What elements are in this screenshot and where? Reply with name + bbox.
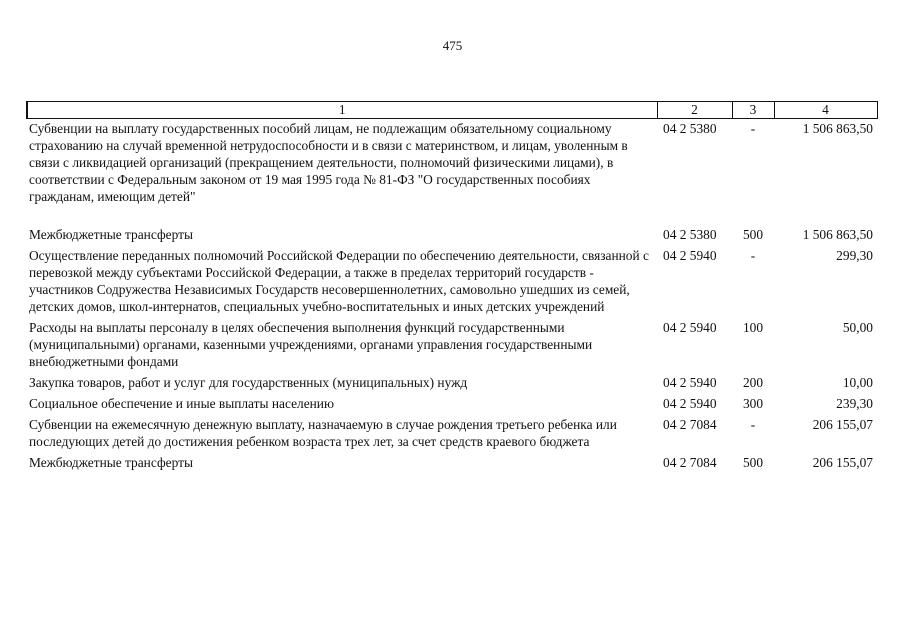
table-row [27,394,877,415]
row-amount: 206 155,07 [812,455,873,470]
row-code: 04 2 5380 [663,227,717,242]
row-name: Субвенции на выплату государственных пособий лицам, не подлежащим обязательному социальному страхованию на случай временной нетрудоспособности и в связи с материнством, и лицам, уволенным в связи с ликвидацией организаций (прекращением деятельности, полномочий физическими лицами), в соответствии с Федеральным законом от 19 мая 1995 года № 81-ФЗ "О государственных пособиях гражданам, имеющим детей" [29,121,628,204]
row-code: 04 2 5940 [663,396,717,411]
table-header-row [27,102,877,119]
row-amount: 206 155,07 [812,417,873,432]
row-amount: 10,00 [842,375,873,390]
table-row [27,318,877,373]
header-col-4: 4 [774,102,877,119]
row-code: 04 2 7084 [663,455,717,470]
row-amount: 1 506 863,50 [802,121,873,136]
header-col-3: 3 [732,102,774,119]
row-name: Межбюджетные трансферты [29,455,193,470]
budget-table [26,101,878,474]
row-type: 500 [742,227,764,242]
row-amount: 1 506 863,50 [802,227,873,242]
row-code: 04 2 7084 [663,417,717,432]
row-name: Социальное обеспечение и иные выплаты населению [29,396,334,411]
row-type: - [750,248,756,263]
row-type: 100 [742,320,764,335]
header-col-2: 2 [657,102,732,119]
row-type: - [750,121,756,136]
row-name: Расходы на выплаты персоналу в целях обеспечения выполнения функций государственными (муниципальными) органами, казенными учреждениями, органами управления государственными внебюджетными фондами [29,320,593,369]
table-row [27,373,877,394]
row-name: Субвенции на ежемесячную денежную выплату, назначаемую в случае рождения третьего ребенка или последующих детей до достижения ребенком возраста трех лет, за счет средств краевого бюджета [29,417,617,449]
row-code: 04 2 5380 [663,121,717,136]
row-amount: 50,00 [842,320,873,335]
table-row [27,119,877,226]
row-type: 200 [742,375,764,390]
table-row [27,453,877,474]
row-code: 04 2 5940 [663,248,717,263]
table-row [27,415,877,453]
table-row [27,246,877,318]
row-amount: 239,30 [836,396,873,411]
row-type: 500 [742,455,764,470]
row-code: 04 2 5940 [663,320,717,335]
row-name: Межбюджетные трансферты [29,227,193,242]
row-name: Закупка товаров, работ и услуг для государственных (муниципальных) нужд [29,375,468,390]
table-row [27,225,877,246]
row-amount: 299,30 [836,248,873,263]
page-number: 475 [442,38,463,53]
header-col-1: 1 [27,102,657,119]
row-code: 04 2 5940 [663,375,717,390]
row-name: Осуществление переданных полномочий Российской Федерации по обеспечению деятельности, связанной с перевозкой между субъектами Российской Федерации, а также в пределах территорий государств - участников Содружества Независимых Государств несовершеннолетних, самовольно ушедших из семей, детских домов, школ-интернатов, специальных учебно-воспитательных и иных детских учреждений [29,248,649,314]
row-type: 300 [742,396,764,411]
row-type: - [750,417,756,432]
